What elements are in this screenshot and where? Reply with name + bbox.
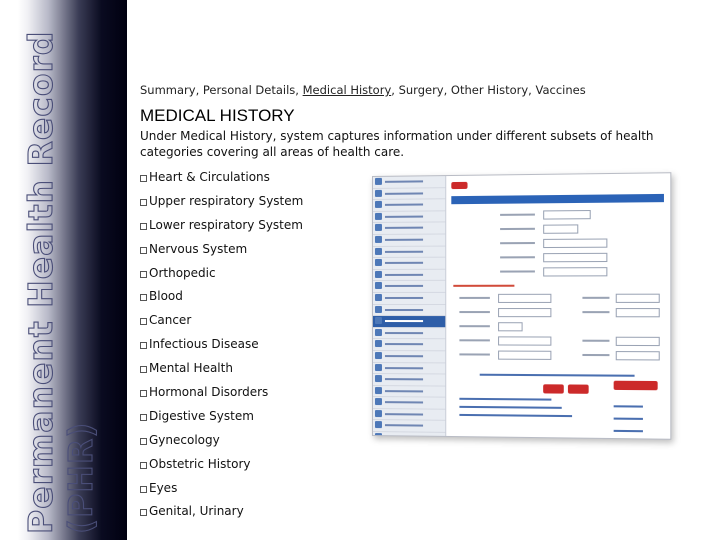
screenshot-sidebar-item-selected: [373, 316, 445, 328]
nav-summary-link[interactable]: Summary,: [140, 83, 200, 97]
screenshot-sidebar-item: [373, 386, 445, 398]
category-label: Nervous System: [149, 241, 248, 256]
screenshot-checkbox-row: [459, 414, 572, 417]
category-label: Hormonal Disorders: [149, 385, 269, 400]
screenshot-field: [498, 336, 551, 345]
list-item: [140, 409, 303, 433]
screenshot-field: [616, 294, 660, 303]
intro-text: Under Medical History, system captures information under different subsets of health categories covering all areas of health care.: [140, 129, 654, 159]
bullet-box-icon: [140, 438, 147, 445]
screenshot-sidebar-item: [373, 281, 445, 293]
category-label: Gynecology: [149, 432, 220, 447]
screenshot-field: [616, 337, 660, 346]
screenshot-sidebar-item: [373, 432, 445, 440]
screenshot-section-label: [453, 285, 514, 287]
screenshot-sidebar-item: [373, 223, 445, 235]
screenshot-label: [582, 297, 609, 299]
bullet-box-icon: [140, 390, 147, 397]
list-item: [140, 361, 303, 385]
bullet-box-icon: [140, 366, 147, 373]
category-label: Upper respiratory System: [149, 193, 304, 208]
bullet-box-icon: [140, 247, 147, 254]
bullet-box-icon: [140, 462, 147, 469]
screenshot-sidebar-item: [373, 374, 445, 386]
screenshot-label: [500, 242, 535, 244]
nav-separator: ,: [391, 83, 395, 97]
screenshot-field: [543, 210, 591, 220]
vertical-title-line-2: (PHR): [61, 421, 100, 534]
screenshot-sidebar-item: [373, 305, 445, 317]
screenshot-field: [543, 238, 607, 248]
nav-surgery-link[interactable]: Surgery,: [398, 83, 448, 97]
list-item: [140, 242, 303, 266]
category-label: Digestive System: [149, 408, 254, 423]
bullet-box-icon: [140, 486, 147, 493]
category-label: Genital, Urinary: [149, 504, 244, 519]
category-label: Infectious Disease: [149, 337, 259, 352]
screenshot-field: [616, 308, 660, 317]
list-item: [140, 385, 303, 409]
nav-vaccines-link[interactable]: Vaccines: [535, 83, 586, 97]
screenshot-sidebar-item: [373, 269, 445, 281]
screenshot-link: [614, 405, 643, 407]
screenshot-label: [582, 354, 609, 356]
screenshot-field: [543, 253, 607, 262]
screenshot-sidebar-item: [373, 258, 445, 270]
nav-personal-details-link[interactable]: Personal Details,: [202, 83, 299, 97]
category-label: Cancer: [149, 313, 192, 328]
screenshot-sidebar-item: [373, 339, 445, 351]
bullet-box-icon: [140, 318, 147, 325]
screenshot-form-area: [449, 175, 666, 436]
screenshot-link: [614, 430, 643, 432]
screenshot-sidebar-item: [373, 211, 445, 223]
category-label: Mental Health: [149, 361, 233, 376]
vertical-title-line-1: Permanent Health Record: [21, 30, 60, 534]
screenshot-checkbox-row: [459, 406, 561, 409]
screenshot-sidebar-item: [373, 420, 445, 432]
list-item: [140, 218, 303, 242]
nav-other-history-link[interactable]: Other History,: [450, 83, 532, 97]
screenshot-link-row: [480, 374, 635, 377]
bullet-box-icon: [140, 175, 147, 182]
screenshot-label: [500, 256, 535, 258]
screenshot-field: [498, 322, 523, 331]
screenshot-label: [459, 339, 489, 341]
screenshot-field: [616, 351, 660, 360]
screenshot-sidebar-item: [373, 409, 445, 421]
bullet-box-icon: [140, 342, 147, 349]
screenshot-label: [459, 353, 489, 355]
vertical-title: [0, 0, 127, 540]
screenshot-sidebar-item: [373, 293, 445, 305]
category-list: [140, 170, 303, 528]
list-item: [140, 337, 303, 361]
screenshot-link: [614, 418, 643, 420]
list-item: [140, 457, 303, 481]
screenshot-field: [498, 308, 551, 317]
list-item: [140, 289, 303, 313]
screenshot-sidebar-item: [373, 199, 445, 211]
embedded-app-screenshot: [372, 172, 671, 440]
screenshot-label: [500, 270, 535, 272]
screenshot-label: [500, 228, 535, 230]
screenshot-label: [582, 311, 609, 313]
list-item: [140, 170, 303, 194]
category-label: Obstetric History: [149, 456, 251, 471]
category-label: Eyes: [149, 480, 178, 495]
bullet-box-icon: [140, 294, 147, 301]
screenshot-sidebar-item: [373, 351, 445, 363]
screenshot-red-button: [568, 384, 589, 393]
list-item: [140, 194, 303, 218]
screenshot-label: [459, 325, 489, 327]
screenshot-field: [498, 294, 551, 303]
screenshot-field: [498, 351, 551, 360]
bullet-box-icon: [140, 414, 147, 421]
bullet-box-icon: [140, 509, 147, 516]
screenshot-sidebar-item: [373, 363, 445, 375]
screenshot-red-button: [543, 384, 564, 393]
screenshot-red-button: [614, 381, 658, 391]
bullet-box-icon: [140, 199, 147, 206]
category-label: Blood: [149, 289, 183, 304]
screenshot-label: [582, 340, 609, 342]
screenshot-label: [459, 311, 489, 313]
list-item: [140, 481, 303, 505]
list-item: [140, 313, 303, 337]
screenshot-sidebar-item: [373, 246, 445, 258]
bullet-box-icon: [140, 271, 147, 278]
page-title: MEDICAL HISTORY: [140, 106, 295, 125]
screenshot-sidebar-item: [373, 397, 445, 409]
screenshot-sidebar-item: [373, 176, 445, 189]
bullet-box-icon: [140, 223, 147, 230]
section-nav: [140, 83, 586, 97]
screenshot-checkbox-row: [459, 398, 551, 401]
screenshot-field: [543, 267, 607, 276]
list-item: [140, 504, 303, 528]
screenshot-sidebar: [373, 176, 446, 436]
category-label: Heart & Circulations: [149, 170, 270, 184]
screenshot-label: [500, 214, 535, 216]
screenshot-label: [459, 297, 489, 299]
screenshot-sidebar-item: [373, 328, 445, 340]
screenshot-sidebar-item: [373, 234, 445, 246]
category-label: Orthopedic: [149, 265, 216, 280]
screenshot-header-bar: [451, 194, 664, 204]
list-item: [140, 433, 303, 457]
nav-medical-history-link[interactable]: Medical History: [302, 83, 392, 97]
screenshot-red-tab: [451, 182, 467, 189]
screenshot-field: [543, 224, 578, 233]
list-item: [140, 266, 303, 290]
category-label: Lower respiratory System: [149, 217, 303, 232]
screenshot-sidebar-item: [373, 188, 445, 200]
